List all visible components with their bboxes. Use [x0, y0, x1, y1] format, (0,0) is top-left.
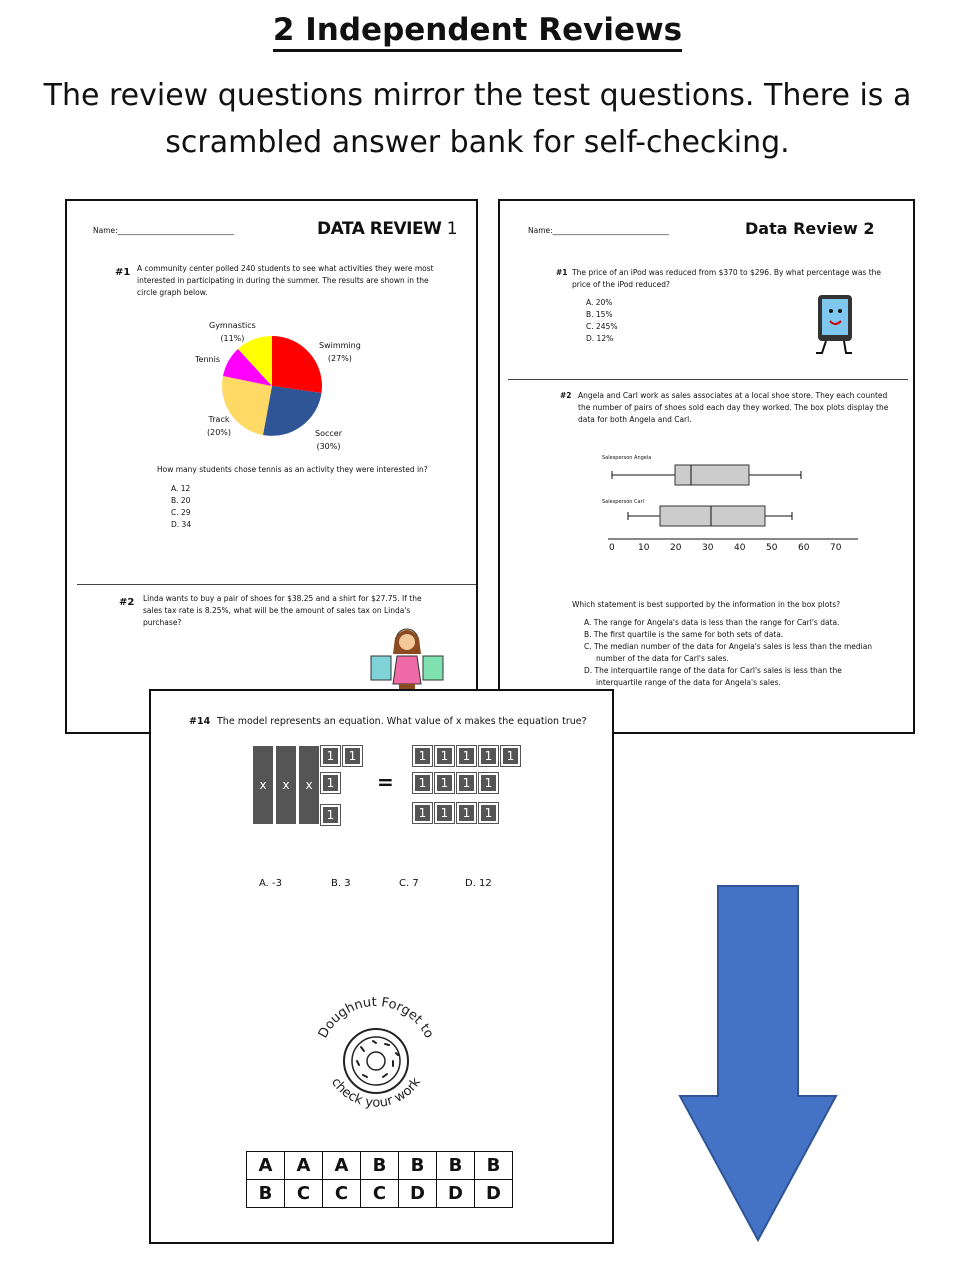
choice: D. 34	[171, 520, 192, 529]
question-text: The model represents an equation. What value of x makes the equation true?	[217, 716, 587, 727]
box-plot-label-angela: Salesperson Angela	[602, 455, 652, 461]
unit-tile: 1	[413, 746, 432, 766]
unit-tile: 1	[457, 773, 476, 793]
answer-bank-cell: A	[247, 1152, 285, 1180]
answer-bank-cell: B	[247, 1180, 285, 1208]
pie-label-swimming: Swimming (27%)	[319, 341, 361, 363]
question-1-prompt: How many students chose tennis as an activity they were interested in?	[157, 465, 428, 474]
tick-label: 50	[766, 543, 778, 553]
x-tile: x	[253, 746, 273, 824]
x-tile: x	[299, 746, 319, 824]
tick-label: 0	[609, 543, 615, 553]
pie-label-tennis: Tennis	[195, 355, 220, 364]
tick-label: 10	[638, 543, 650, 553]
unit-tile: 1	[457, 746, 476, 766]
answer-bank	[246, 1151, 513, 1208]
review-2-title: Data Review 2	[745, 219, 875, 238]
question-1-choices	[171, 483, 191, 531]
header-subtitle-line-2: scrambled answer bank for self-checking.	[165, 125, 790, 160]
question-14-page	[149, 689, 614, 1244]
tick-label: 20	[670, 543, 682, 553]
divider	[77, 584, 477, 585]
box-plot-angela	[612, 465, 801, 485]
tick-label: 70	[830, 543, 842, 553]
name-label: Name:_______________________________	[528, 226, 669, 235]
question-number: #14	[189, 716, 211, 727]
choice-continuation: interquartile range of the data for Angela's sales.	[596, 678, 781, 687]
unit-tile: 1	[435, 746, 454, 766]
choice: A. 12	[171, 484, 191, 493]
pie-slice-swimming	[272, 336, 322, 393]
algebra-tiles-model	[251, 746, 611, 831]
question-1-text: The price of an iPod was reduced from $370 to $296. By what percentage was the price of the iPod reduced?	[572, 268, 882, 289]
header-subtitle	[40, 72, 915, 166]
question-number: #1	[556, 268, 568, 277]
answer-bank-row	[247, 1152, 513, 1180]
question-2-prompt: Which statement is best supported by the information in the box plots?	[572, 600, 841, 609]
unit-tile: 1	[343, 746, 362, 766]
choice: D. The interquartile range of the data for Carl's sales is less than the	[584, 666, 842, 675]
unit-tile: 1	[501, 746, 520, 766]
pie-slice-soccer	[263, 386, 322, 436]
answer-bank-cell: C	[323, 1180, 361, 1208]
answer-bank-cell: B	[399, 1152, 437, 1180]
number-line-ticks	[600, 543, 870, 557]
unit-tile: 1	[413, 773, 432, 793]
question-2-text: Angela and Carl work as sales associates at a local shoe store. They each counted the number of pairs of shoes sold each day they worked. The box plots display the data for both Angela and Carl.	[578, 391, 889, 424]
pie-label-gymnastics: Gymnastics (11%)	[209, 321, 256, 343]
equals-sign: =	[377, 770, 394, 794]
choice: B. 15%	[586, 310, 613, 319]
question-2-text: Linda wants to buy a pair of shoes for $38.25 and a shirt for $27.75. If the sales tax rate is 8.25%, what will be the amount of sales tax on Linda's purchase?	[143, 594, 422, 627]
answer-bank-cell: D	[399, 1180, 437, 1208]
box-plot-carl	[628, 506, 792, 526]
tick-label: 60	[798, 543, 810, 553]
box-plot-label-carl: Salesperson Carl	[602, 499, 645, 505]
unit-tile: 1	[479, 773, 498, 793]
header-title: 2 Independent Reviews	[0, 12, 955, 48]
unit-tile: 1	[321, 746, 340, 766]
answer-bank-cell: A	[285, 1152, 323, 1180]
choice: A. The range for Angela's data is less than the range for Carl's data.	[584, 618, 840, 627]
unit-tile: 1	[479, 746, 498, 766]
answer-bank-cell: C	[285, 1180, 323, 1208]
doughnut-stamp	[301, 981, 451, 1141]
answer-bank-cell: A	[323, 1152, 361, 1180]
choice: B. The first quartile is the same for both sets of data.	[584, 630, 784, 639]
name-label: Name:_______________________________	[93, 226, 234, 235]
tick-label: 30	[702, 543, 714, 553]
unit-tile: 1	[435, 803, 454, 823]
choice: C. 245%	[586, 322, 618, 331]
answer-bank-cell: C	[361, 1180, 399, 1208]
question-1-text: A community center polled 240 students to see what activities they were most interested in participating in during the summer. The results are shown in the circle graph below.	[137, 264, 434, 297]
answer-bank-cell: D	[437, 1180, 475, 1208]
answer-bank-cell: B	[437, 1152, 475, 1180]
choice-continuation: number of the data for Carl's sales.	[596, 654, 729, 663]
question-2-choices	[584, 617, 904, 689]
answer-bank-cell: B	[475, 1152, 513, 1180]
question-number: #2	[119, 597, 135, 608]
doughnut-icon	[344, 1029, 408, 1093]
header-subtitle-line-1: The review questions mirror the test questions. There is a	[43, 78, 912, 113]
shopping-girl-icon	[367, 626, 447, 696]
choice: C. The median number of the data for Angela's sales is less than the median	[584, 642, 873, 651]
question-number: #1	[115, 267, 131, 278]
choice: B. 20	[171, 496, 191, 505]
unit-tile: 1	[479, 803, 498, 823]
answer-bank-row	[247, 1180, 513, 1208]
answer-bank-cell: D	[475, 1180, 513, 1208]
stamp-bottom-text: check your work	[327, 1075, 425, 1111]
divider	[508, 379, 908, 380]
question-1-choices	[586, 297, 617, 345]
question-number: #2	[560, 391, 572, 400]
unit-tile: 1	[457, 803, 476, 823]
choice: C. 29	[171, 508, 191, 517]
choice-d[interactable]: D. 12	[465, 878, 492, 889]
unit-tile: 1	[413, 803, 432, 823]
tablet-icon	[812, 293, 862, 361]
review-1-title: DATA REVIEW 1	[317, 219, 458, 239]
choice: D. 12%	[586, 334, 614, 343]
x-tile: x	[276, 746, 296, 824]
data-review-2-page	[498, 199, 915, 734]
choice-b[interactable]: B. 3	[331, 878, 351, 889]
tick-label: 40	[734, 543, 746, 553]
pie-label-soccer: Soccer (30%)	[315, 429, 342, 451]
choice: A. 20%	[586, 298, 613, 307]
unit-tile: 1	[321, 773, 340, 793]
stamp-top-text: Doughnut Forget to	[315, 994, 437, 1041]
unit-tile: 1	[321, 805, 340, 825]
down-arrow-icon	[678, 884, 838, 1244]
unit-tile: 1	[435, 773, 454, 793]
choice-c[interactable]: C. 7	[399, 878, 419, 889]
choice-a[interactable]: A. -3	[259, 878, 282, 889]
pie-label-track: Track (20%)	[207, 415, 232, 437]
answer-bank-cell: B	[361, 1152, 399, 1180]
data-review-1-page	[65, 199, 478, 734]
